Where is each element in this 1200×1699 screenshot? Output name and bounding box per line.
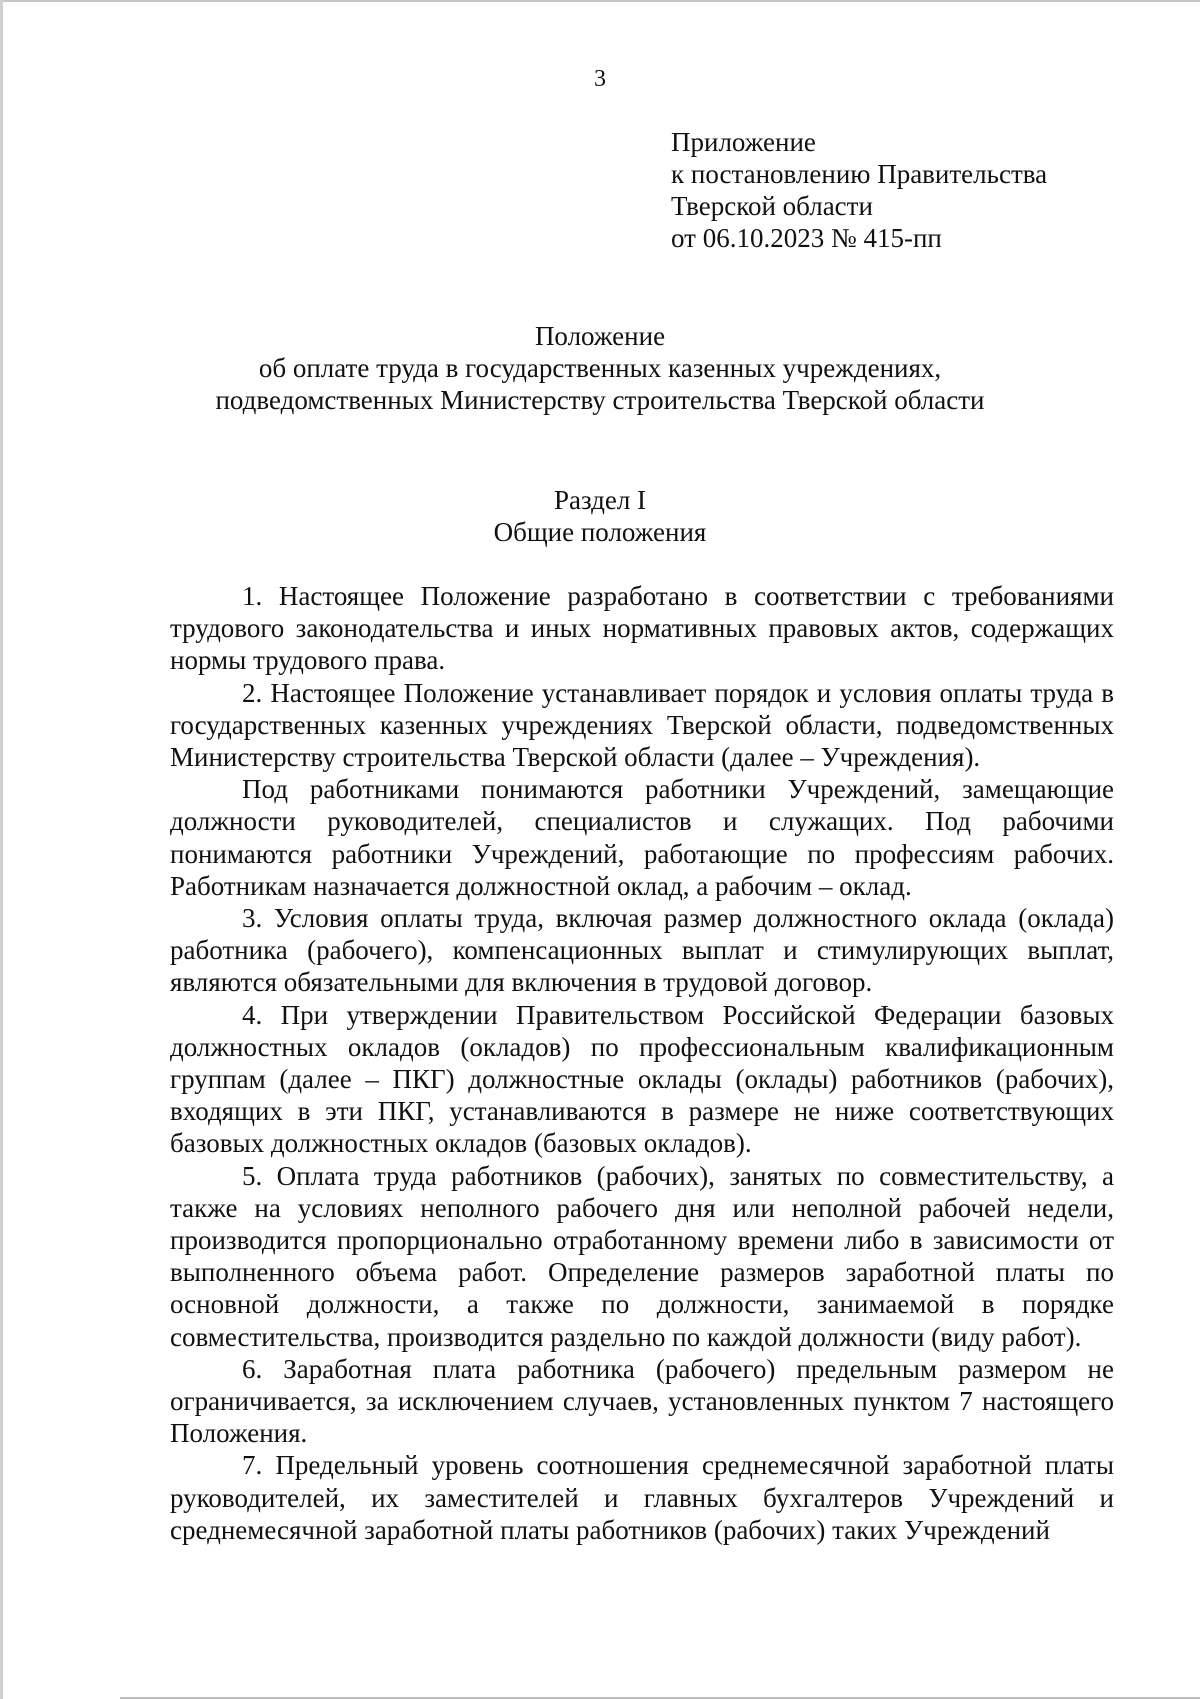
paragraph: 3. Условия оплаты труда, включая размер должностного оклада (оклада) работника (рабочего), компенсационных выплат и стимулирующих выплат, являются обязательными для включения в трудовой договор. — [170, 903, 1114, 998]
title-line: подведомственных Министерству строительства Тверской области — [215, 385, 985, 415]
title-line: об оплате труда в государственных казенных учреждениях, — [258, 353, 942, 383]
appendix-block — [671, 126, 1047, 254]
appendix-line: Приложение — [671, 127, 816, 157]
section-number: Раздел I — [553, 485, 647, 515]
paragraph: Под работниками понимаются работники Учреждений, замещающие должности руководителей, специалистов и служащих. Под рабочими понимаются работники Учреждений, работающие по профессиям рабочих. Работникам назначается должностной оклад, а рабочим – оклад. — [170, 774, 1114, 901]
page-number: 3 — [594, 66, 606, 92]
paragraph: 1. Настоящее Положение разработано в соответствии с требованиями трудового законодательства и иных нормативных правовых актов, содержащих нормы трудового права. — [170, 581, 1114, 676]
appendix-line: Тверской области — [671, 191, 873, 221]
section-heading — [0, 484, 1200, 548]
body-text — [170, 580, 1114, 1546]
appendix-line: к постановлению Правительства — [671, 159, 1048, 189]
paragraph: 4. При утверждении Правительством Российской Федерации базовых должностных окладов (окладов) по профессиональным квалификационным группам (далее – ПКГ) должностные оклады (оклады) работников (рабочих), входящих в эти ПКГ, устанавливаются в размере не ниже соответствующих базовых должностных окладов (базовых окладов). — [170, 999, 1114, 1159]
paragraph: 7. Предельный уровень соотношения среднемесячной заработной платы руководителей, их заместителей и главных бухгалтеров Учреждений и среднемесячной заработной платы работников (рабочих) таких Учреждений — [170, 1450, 1114, 1545]
document-title — [0, 320, 1200, 416]
paragraph: 5. Оплата труда работников (рабочих), занятых по совместительству, а также на условиях неполного рабочего дня или неполной рабочей недели, производится пропорционально отработанному времени либо в зависимости от выполненного объема работ. Определение размеров заработной платы по основной должности, а также по должности, занимаемой в порядке совместительства, производится раздельно по каждой должности (виду работ). — [170, 1160, 1114, 1352]
paragraph: 6. Заработная плата работника (рабочего) предельным размером не ограничивается, за исключением случаев, установленных пунктом 7 настоящего Положения. — [170, 1353, 1114, 1449]
scan-edge-left — [0, 0, 3, 1699]
title-line: Положение — [534, 321, 666, 351]
paragraph: 2. Настоящее Положение устанавливает порядок и условия оплаты труда в государственных казенных учреждениях Тверской области, подведомственных Министерству строительства Тверской области (далее – Учреждения). — [170, 677, 1114, 773]
appendix-line: от 06.10.2023 № 415-пп — [671, 223, 942, 253]
scan-edge-top — [0, 0, 1200, 2]
section-name: Общие положения — [493, 517, 707, 547]
